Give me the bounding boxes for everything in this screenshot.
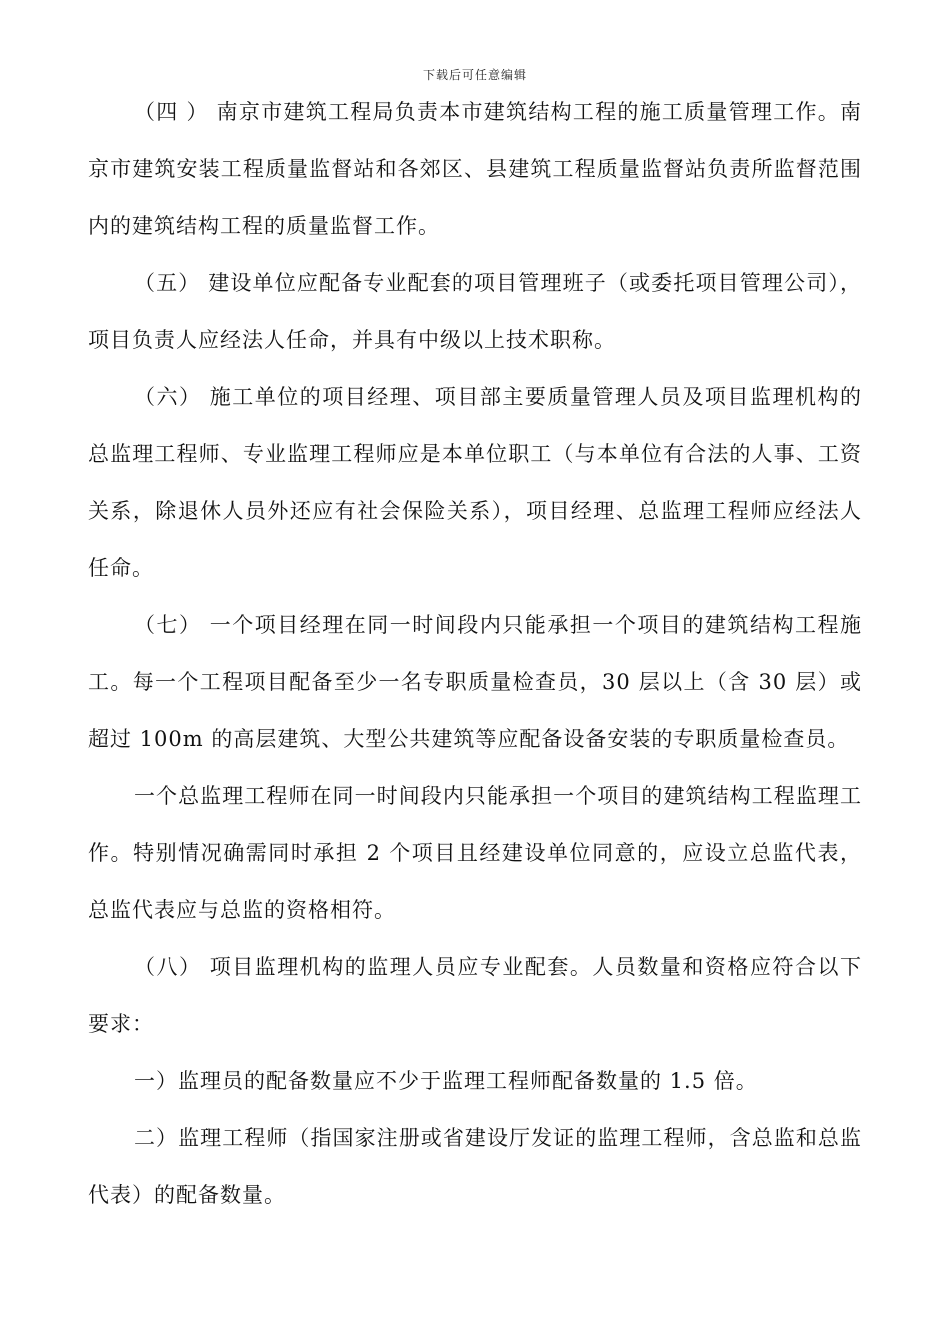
- page-header: 下载后可任意编辑: [422, 68, 527, 82]
- paragraph-7: 一）监理员的配备数量应不少于监理工程师配备数量的 1.5 倍。: [134, 1069, 758, 1093]
- paragraph-5: 一个总监理工程师在同一时间段内只能承担一个项目的建筑结构工程监理工作。特别情况确需同时承担 2 个项目且经建设单位同意的，应设立总监代表，总监代表应与总监的资格相符。: [88, 784, 862, 922]
- paragraph-6: （八） 项目监理机构的监理人员应专业配套。人员数量和资格应符合以下要求：: [88, 955, 862, 1036]
- paragraph-2: （五） 建设单位应配备专业配套的项目管理班子（或委托项目管理公司），项目负责人应经法人任命，并具有中级以上技术职称。: [88, 271, 862, 352]
- paragraph-4: （七） 一个项目经理在同一时间段内只能承担一个项目的建筑结构工程施工。每一个工程项目配备至少一名专职质量检查员，30 层以上（含 30 层）或超过 100m 的高层建筑、大型公共建筑等应配备设备安装的专职质量检查员。: [88, 613, 862, 751]
- document-body: [88, 84, 862, 1224]
- paragraph-1: （四 ） 南京市建筑工程局负责本市建筑结构工程的施工质量管理工作。南京市建筑安装工程质量监督站和各郊区、县建筑工程质量监督站负责所监督范围内的建筑结构工程的质量监督工作。: [88, 100, 863, 238]
- paragraph-8: 二）监理工程师（指国家注册或省建设厅发证的监理工程师，含总监和总监代表）的配备数量。: [88, 1126, 862, 1207]
- paragraph-3: （六） 施工单位的项目经理、项目部主要质量管理人员及项目监理机构的总监理工程师、专业监理工程师应是本单位职工（与本单位有合法的人事、工资关系，除退休人员外还应有社会保险关系），项目经理、总监理工程师应经法人任命。: [88, 385, 863, 580]
